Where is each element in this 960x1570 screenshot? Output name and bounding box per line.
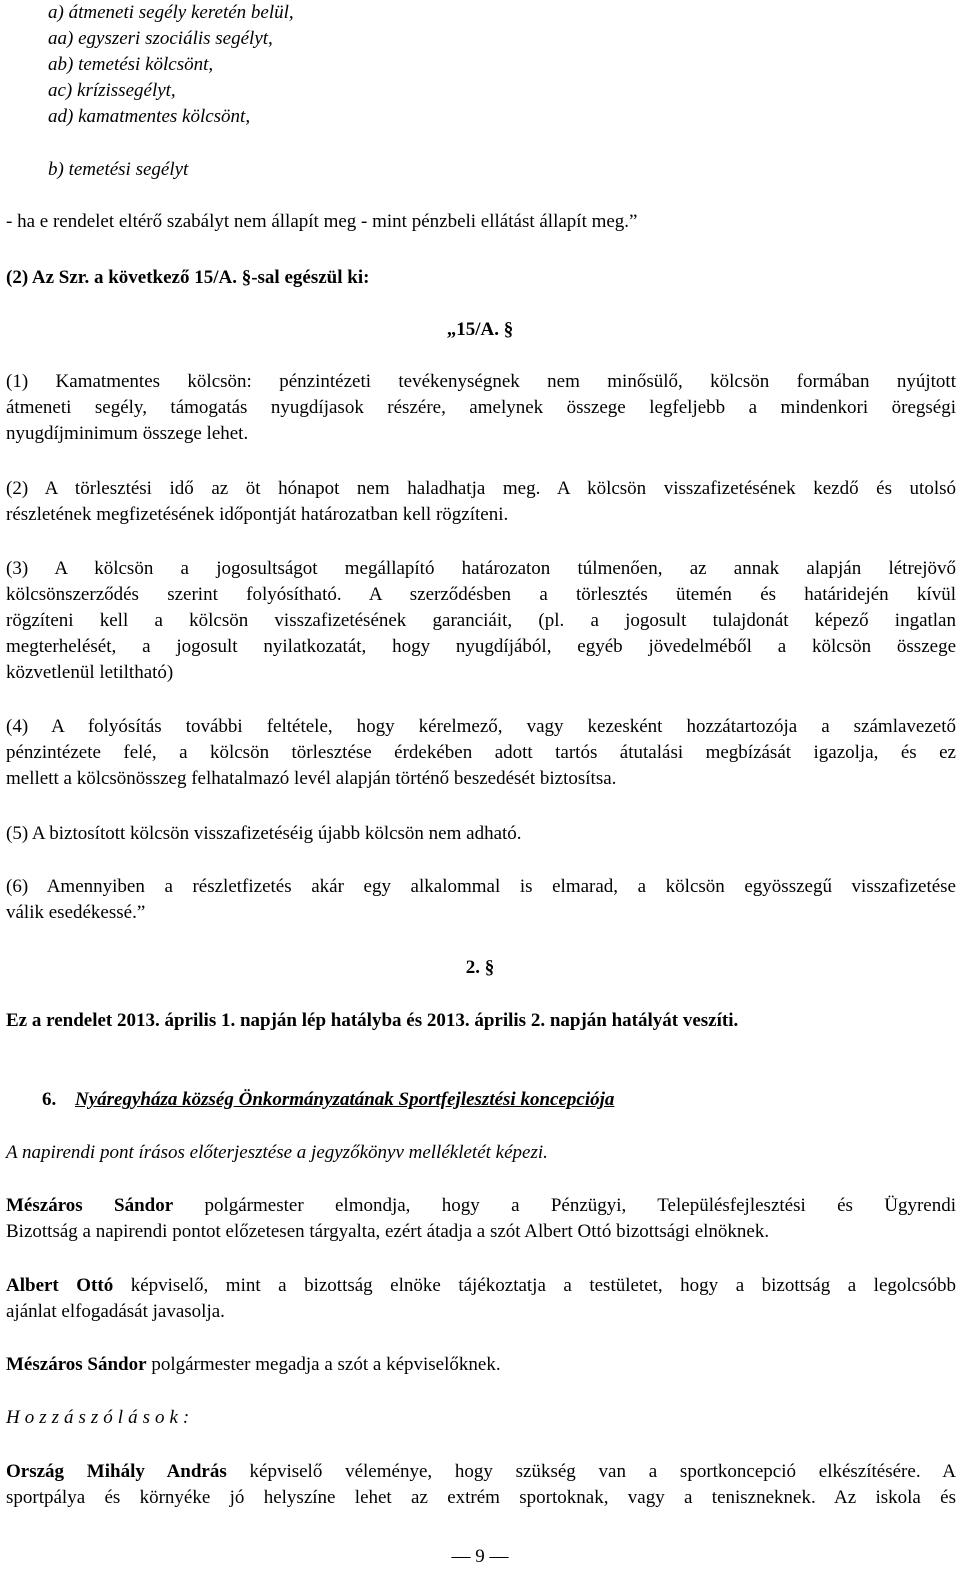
list-item-ac: ac) krízissegélyt, — [48, 80, 176, 101]
speaker-name: Albert Ottó — [6, 1275, 114, 1296]
section-2-heading: 2. § — [465, 957, 495, 978]
agenda-number: 6. — [42, 1089, 57, 1110]
list-item-ab: ab) temetési kölcsönt, — [48, 54, 214, 75]
paragraph-3-line-2: kölcsönszerződés szerint folyósítható. A szerződésben a törlesztés ütemén és határidején kívül — [6, 584, 956, 605]
minutes-text: képviselő véleménye, hogy szükség van a sportkoncepció elkészítésére. A — [249, 1461, 957, 1482]
minutes-4-line-2: sportpálya és környéke jó helyszíne lehet az extrém sportoknak, vagy a teniszneknek. Az iskola és — [6, 1487, 956, 1508]
footer-dash-right: — — [489, 1546, 509, 1567]
minutes-text: polgármester elmondja, hogy a Pénzügyi, Településfejlesztési és Ügyrendi — [204, 1195, 956, 1216]
minutes-2-line-1 — [6, 1273, 956, 1299]
speaker-name: Mészáros Sándor — [6, 1354, 147, 1375]
list-item-ad: ad) kamatmentes kölcsönt, — [48, 106, 251, 127]
paragraph-4-line-3: mellett a kölcsönösszeg felhatalmazó levél alapján történő beszedését biztosítsa. — [6, 768, 617, 789]
paragraph-4-line-1: (4) A folyósítás további feltétele, hogy kérelmező, vagy kezesként hozzátartozója a számlavezető — [6, 716, 956, 737]
minutes-text: képviselő, mint a bizottság elnöke tájékoztatja a testületet, hogy a bizottság a legolcsóbb — [130, 1275, 956, 1296]
paragraph-1-line-3: nyugdíjminimum összege lehet. — [6, 423, 249, 444]
page-footer — [0, 1544, 960, 1570]
paragraph-3-line-5: közvetlenül letiltható) — [6, 662, 174, 683]
effective-date-line: Ez a rendelet 2013. április 1. napján lép hatályba és 2013. április 2. napján hatályát veszíti. — [6, 1010, 739, 1031]
paragraph-3-line-1: (3) A kölcsön a jogosultságot megállapító határozaton túlmenően, az annak alapján létrejövő — [6, 558, 956, 579]
list-item-a: a) átmeneti segély keretén belül, — [48, 2, 294, 23]
paragraph-6-line-1: (6) Amennyiben a részletfizetés akár egy alkalommal is elmarad, a kölcsön egyösszegű visszafizetése — [6, 876, 956, 897]
paragraph-2-line-1: (2) A törlesztési idő az öt hónapot nem haladhatja meg. A kölcsön visszafizetésének kezdő és utolsó — [6, 478, 956, 499]
minutes-text: polgármester megadja a szót a képviselőknek. — [151, 1354, 501, 1375]
agenda-title: Nyáregyháza község Önkormányzatának Sportfejlesztési koncepciója — [75, 1089, 615, 1110]
section-heading: „15/A. § — [446, 319, 514, 340]
paragraph-3-line-3: rögzíteni kell a kölcsön visszafizetésének garanciáit, (pl. a jogosult tulajdonát képező ingatlan — [6, 610, 956, 631]
minutes-2-line-2: ajánlat elfogadását javasolja. — [6, 1301, 225, 1322]
comments-heading: Hozzászólások: — [6, 1407, 195, 1428]
page-number: 9 — [475, 1546, 485, 1567]
paragraph-1-line-2: átmeneti segély, támogatás nyugdíjasok részére, amelynek összege legfeljebb a mindenkori öregségi — [6, 397, 956, 418]
footer-dash-left: — — [451, 1546, 471, 1567]
amendment-line: (2) Az Szr. a következő 15/A. §-sal egészül ki: — [6, 267, 370, 288]
minutes-4-line-1 — [6, 1459, 956, 1485]
agenda-item-heading — [42, 1087, 942, 1113]
paragraph-2-line-2: részletének megfizetésének időpontját határozatban kell rögzíteni. — [6, 504, 509, 525]
minutes-1-line-1 — [6, 1193, 956, 1219]
paragraph-6-line-2: válik esedékessé.” — [6, 902, 146, 923]
paragraph-4-line-2: pénzintézete felé, a kölcsön törlesztése érdekében adott tartós átutalási megbízását igazolja, és ez — [6, 742, 956, 763]
list-item-aa: aa) egyszeri szociális segélyt, — [48, 28, 273, 49]
speaker-name: Mészáros Sándor — [6, 1195, 174, 1216]
rule-line: - ha e rendelet eltérő szabályt nem állapít meg - mint pénzbeli ellátást állapít meg.” — [6, 211, 638, 232]
speaker-name: Ország Mihály András — [6, 1461, 227, 1482]
agenda-note: A napirendi pont írásos előterjesztése a jegyzőkönyv mellékletét képezi. — [6, 1142, 548, 1163]
minutes-3 — [6, 1352, 956, 1378]
paragraph-5: (5) A biztosított kölcsön visszafizetéséig újabb kölcsön nem adható. — [6, 823, 522, 844]
list-item-b: b) temetési segélyt — [48, 159, 189, 180]
paragraph-3-line-4: megterhelését, a jogosult nyilatkozatát, hogy nyugdíjából, egyéb jövedelméből a kölcsön összege — [6, 636, 956, 657]
minutes-1-line-2: Bizottság a napirendi pontot előzetesen tárgyalta, ezért átadja a szót Albert Ottó bizottsági elnöknek. — [6, 1221, 770, 1242]
paragraph-1-line-1: (1) Kamatmentes kölcsön: pénzintézeti tevékenységnek nem minősülő, kölcsön formában nyújtott — [6, 371, 956, 392]
